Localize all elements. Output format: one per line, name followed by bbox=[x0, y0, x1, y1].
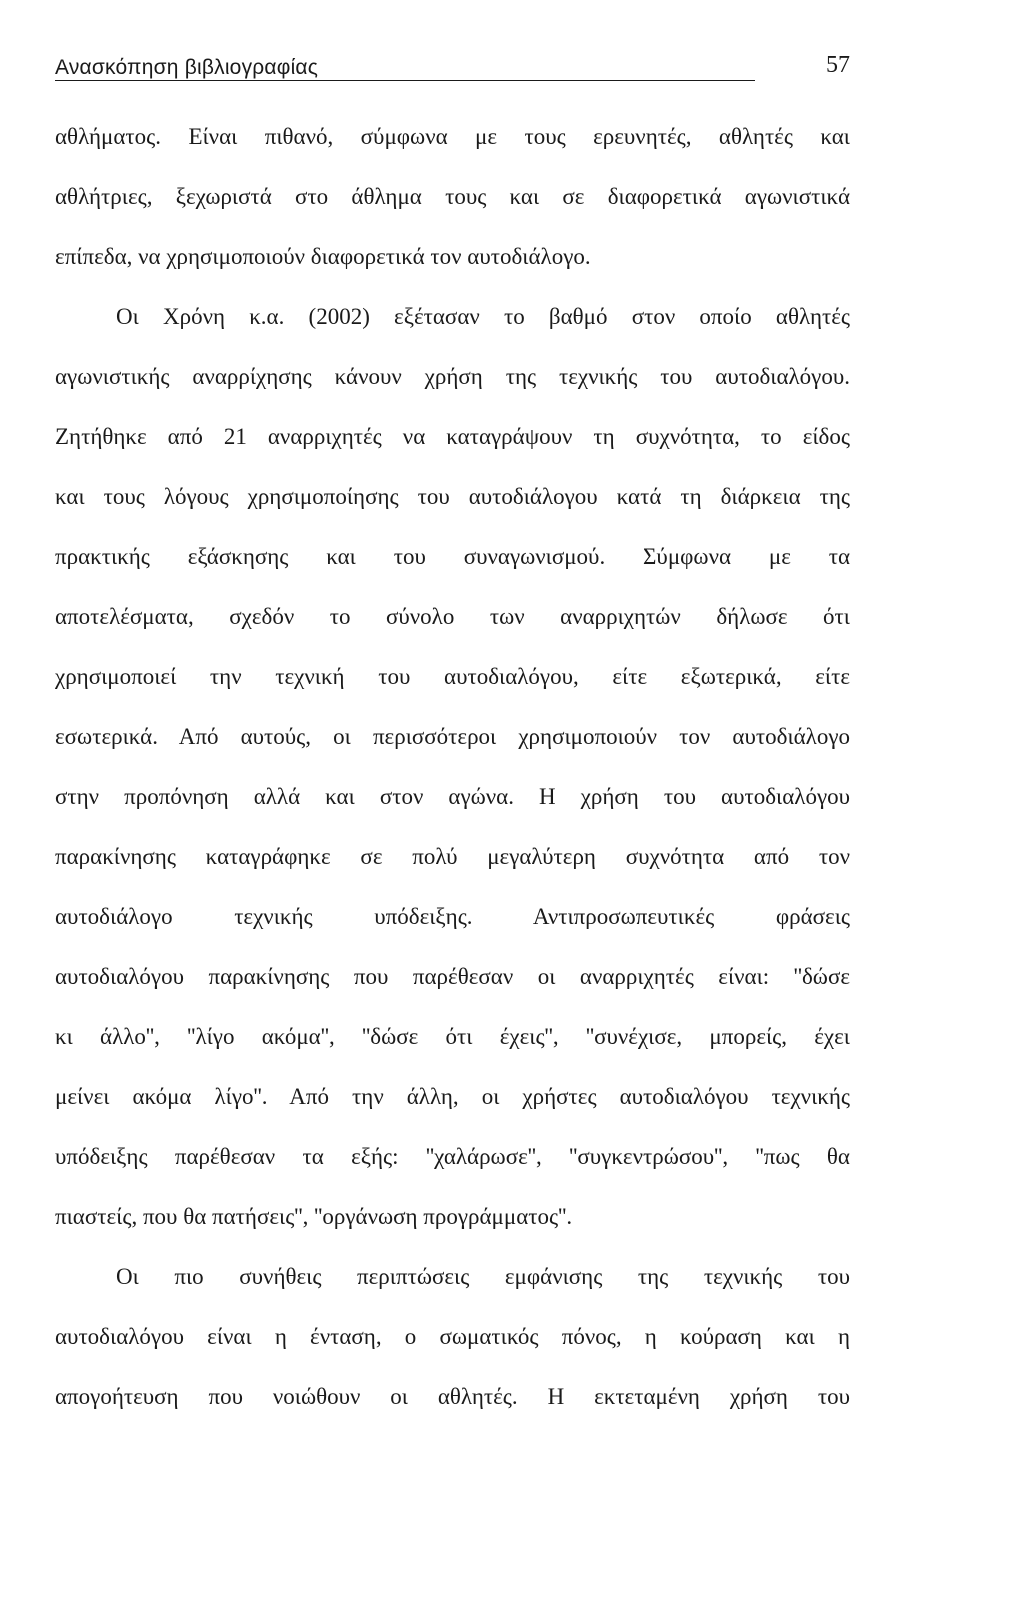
text-line: αγωνιστικής αναρρίχησης κάνουν χρήση της τεχνικής του αυτοδιαλόγου. bbox=[55, 364, 850, 389]
text-line: κι άλλο'', ''λίγο ακόμα'', ''δώσε ότι έχεις'', ''συνέχισε, μπορείς, έχει bbox=[55, 1024, 850, 1049]
text-line: και τους λόγους χρησιμοποίησης του αυτοδιάλογου κατά τη διάρκεια της bbox=[55, 484, 850, 509]
text-line: στην προπόνηση αλλά και στον αγώνα. Η χρήση του αυτοδιαλόγου bbox=[55, 784, 850, 809]
text-line: παρακίνησης καταγράφηκε σε πολύ μεγαλύτερη συχνότητα από τον bbox=[55, 844, 850, 869]
text-line: Οι πιο συνήθεις περιπτώσεις εμφάνισης της τεχνικής του bbox=[116, 1264, 850, 1289]
text-line: Οι Χρόνη κ.α. (2002) εξέτασαν το βαθμό στον οποίο αθλητές bbox=[116, 304, 850, 329]
text-line: επίπεδα, να χρησιμοποιούν διαφορετικά τον αυτοδιάλογο. bbox=[55, 244, 591, 269]
text-line: Ζητήθηκε από 21 αναρριχητές να καταγράψουν τη συχνότητα, το είδος bbox=[55, 424, 850, 449]
text-line: μείνει ακόμα λίγο''. Από την άλλη, οι χρήστες αυτοδιαλόγου τεχνικής bbox=[55, 1084, 850, 1109]
text-line: αθλήματος. Είναι πιθανό, σύμφωνα με τους ερευνητές, αθλητές και bbox=[55, 124, 850, 149]
header-rule bbox=[55, 80, 755, 81]
text-line: εσωτερικά. Από αυτούς, οι περισσότεροι χρησιμοποιούν τον αυτοδιάλογο bbox=[55, 724, 850, 749]
text-line: αθλήτριες, ξεχωριστά στο άθλημα τους και σε διαφορετικά αγωνιστικά bbox=[55, 184, 850, 209]
text-line: χρησιμοποιεί την τεχνική του αυτοδιαλόγου, είτε εξωτερικά, είτε bbox=[55, 664, 850, 689]
text-line: αυτοδιαλόγου είναι η ένταση, ο σωματικός πόνος, η κούραση και η bbox=[55, 1324, 850, 1349]
text-line: απογοήτευση που νοιώθουν οι αθλητές. Η εκτεταμένη χρήση του bbox=[55, 1384, 850, 1409]
text-line: υπόδειξης παρέθεσαν τα εξής: ''χαλάρωσε'', ''συγκεντρώσου'', ''πως θα bbox=[55, 1144, 850, 1169]
text-line: πρακτικής εξάσκησης και του συναγωνισμού. Σύμφωνα με τα bbox=[55, 544, 850, 569]
running-header bbox=[55, 52, 850, 86]
text-line: αυτοδιάλογο τεχνικής υπόδειξης. Αντιπροσωπευτικές φράσεις bbox=[55, 904, 850, 929]
text-line: αυτοδιαλόγου παρακίνησης που παρέθεσαν οι αναρριχητές είναι: ''δώσε bbox=[55, 964, 850, 989]
page-number: 57 bbox=[826, 52, 850, 78]
text-line: πιαστείς, που θα πατήσεις'', ''οργάνωση προγράμματος''. bbox=[55, 1204, 573, 1229]
section-title: Ανασκόπηση βιβλιογραφίας bbox=[55, 56, 319, 79]
text-line: αποτελέσματα, σχεδόν το σύνολο των αναρριχητών δήλωσε ότι bbox=[55, 604, 850, 629]
